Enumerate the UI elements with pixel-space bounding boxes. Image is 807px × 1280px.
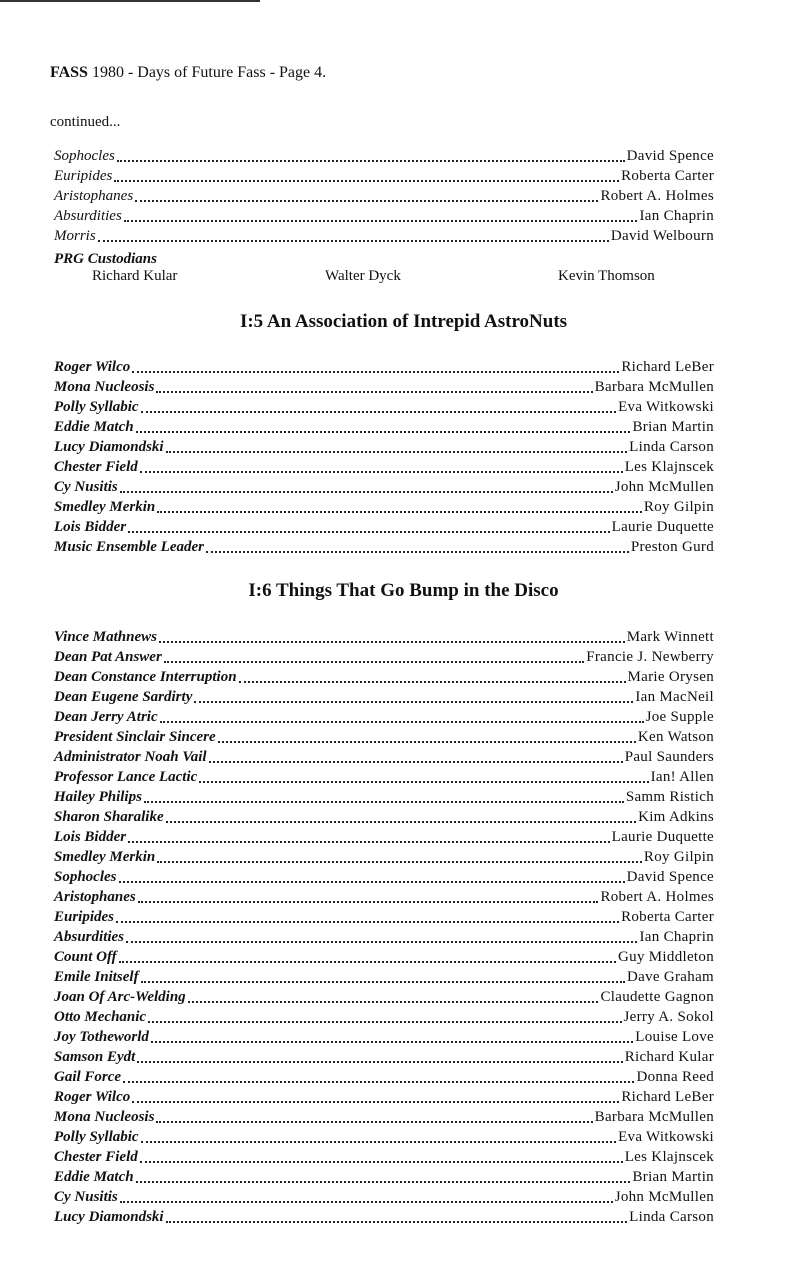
actor-name: Marie Orysen (627, 669, 714, 685)
actor-name: Kim Adkins (638, 809, 714, 825)
actor-name: Ian Chaprin (639, 208, 714, 224)
role-name: Dean Pat Answer (54, 649, 162, 665)
cast-row (54, 417, 714, 437)
dot-leader (151, 1027, 633, 1043)
actor-name: Ken Watson (637, 729, 714, 745)
cast-row (54, 727, 714, 747)
role-name: Morris (54, 228, 96, 244)
cast-row (54, 967, 714, 987)
continued-label: continued... (50, 114, 121, 130)
role-name: Aristophanes (54, 889, 136, 905)
actor-name: Dave Graham (626, 969, 714, 985)
actor-name: Claudette Gagnon (600, 989, 714, 1005)
actor-name: Roberta Carter (621, 909, 714, 925)
dot-leader (141, 397, 616, 413)
actor-name: Preston Gurd (630, 539, 714, 555)
section-title-i5: I:5 An Association of Intrepid AstroNuts (239, 311, 568, 332)
actor-name: Barbara McMullen (594, 379, 714, 395)
actor-name: Jerry A. Sokol (623, 1009, 714, 1025)
role-name: Polly Syllabic (54, 1129, 139, 1145)
dot-leader (116, 907, 619, 923)
cast-row (54, 166, 714, 186)
role-name: Joan Of Arc-Welding (54, 989, 186, 1005)
role-name: Eddie Match (54, 1169, 134, 1185)
cast-row (54, 1207, 714, 1227)
cast-row (54, 1187, 714, 1207)
cast-list-i5 (54, 357, 714, 557)
actor-name: Roy Gilpin (643, 499, 714, 515)
actor-name: Eva Witkowski (618, 1129, 714, 1145)
cast-row (54, 357, 714, 377)
actor-name: Barbara McMullen (594, 1109, 714, 1125)
dot-leader (136, 1167, 631, 1183)
header-brand: FASS (50, 64, 88, 81)
dot-leader (128, 827, 610, 843)
dot-leader (114, 166, 619, 182)
actor-name: Brian Martin (632, 419, 714, 435)
role-name: Otto Mechanic (54, 1009, 147, 1025)
dot-leader (209, 747, 623, 763)
dot-leader (138, 887, 599, 903)
role-name: Smedley Merkin (54, 499, 156, 515)
cast-row (54, 1107, 714, 1127)
role-name: Chester Field (54, 1149, 138, 1165)
cast-row (54, 807, 714, 827)
actor-name: David Welbourn (610, 228, 714, 244)
dot-leader (126, 927, 637, 943)
cast-row (54, 1027, 714, 1047)
actor-name: John McMullen (614, 479, 714, 495)
cast-row (54, 687, 714, 707)
custodians-heading: PRG Custodians (54, 251, 157, 267)
dot-leader (218, 727, 636, 743)
cast-row (54, 947, 714, 967)
role-name: Samson Eydt (54, 1049, 136, 1065)
role-name: Hailey Philips (54, 789, 142, 805)
dot-leader (132, 357, 619, 373)
role-name: Roger Wilco (54, 1089, 131, 1105)
actor-name: Eva Witkowski (618, 399, 714, 415)
role-name: Mona Nucleosis (54, 379, 155, 395)
cast-row (54, 226, 714, 246)
dot-leader (120, 477, 613, 493)
dot-leader (239, 667, 626, 683)
actor-name: Richard LeBer (621, 359, 714, 375)
section-title-i6: I:6 Things That Go Bump in the Disco (248, 580, 559, 601)
actor-name: Paul Saunders (624, 749, 714, 765)
dot-leader (166, 807, 636, 823)
role-name: Chester Field (54, 459, 138, 475)
dot-leader (136, 417, 631, 433)
role-name: Dean Jerry Atric (54, 709, 158, 725)
dot-leader (156, 377, 592, 393)
role-name: Sophocles (54, 148, 115, 164)
actor-name: Robert A. Holmes (600, 188, 714, 204)
dot-leader (98, 226, 609, 242)
role-name: Gail Force (54, 1069, 122, 1085)
cast-row (54, 707, 714, 727)
dot-leader (144, 787, 624, 803)
dot-leader (164, 647, 584, 663)
cast-row (54, 767, 714, 787)
dot-leader (141, 967, 625, 983)
cast-list-continued (54, 146, 714, 246)
role-name: Polly Syllabic (54, 399, 139, 415)
actor-name: Louise Love (635, 1029, 714, 1045)
dot-leader (140, 457, 623, 473)
cast-row (54, 206, 714, 226)
dot-leader (160, 707, 644, 723)
dot-leader (141, 1127, 616, 1143)
actor-name: Laurie Duquette (611, 829, 714, 845)
dot-leader (124, 206, 638, 222)
actor-name: Joe Supple (645, 709, 714, 725)
role-name: Roger Wilco (54, 359, 131, 375)
actor-name: Richard Kular (624, 1049, 714, 1065)
cast-row (54, 477, 714, 497)
actor-name: Robert A. Holmes (600, 889, 714, 905)
dot-leader (123, 1067, 634, 1083)
role-name: Music Ensemble Leader (54, 539, 204, 555)
header-text: 1980 - Days of Future Fass - Page 4. (87, 64, 327, 81)
cast-row (54, 627, 714, 647)
role-name: Count Off (54, 949, 117, 965)
role-name: Absurdities (54, 929, 125, 945)
custodians-names (0, 268, 807, 288)
role-name: Aristophanes (54, 188, 134, 204)
page-header (50, 64, 326, 82)
role-name: Lois Bidder (54, 519, 127, 535)
cast-row (54, 907, 714, 927)
role-name: Lois Bidder (54, 829, 127, 845)
role-name: Joy Totheworld (54, 1029, 149, 1045)
role-name: Cy Nusitis (54, 1189, 118, 1205)
actor-name: David Spence (626, 869, 714, 885)
dot-leader (199, 767, 648, 783)
cast-row (54, 537, 714, 557)
cast-row (54, 987, 714, 1007)
actor-name: Mark Winnett (626, 629, 714, 645)
role-name: President Sinclair Sincere (54, 729, 216, 745)
actor-name: Richard LeBer (621, 1089, 714, 1105)
role-name: Euripides (54, 909, 115, 925)
actor-name: Samm Ristich (625, 789, 714, 805)
role-name: Dean Constance Interruption (54, 669, 237, 685)
role-name: Dean Eugene Sardirty (54, 689, 193, 705)
cast-row (54, 186, 714, 206)
actor-name: David Spence (626, 148, 714, 164)
cast-row (54, 647, 714, 667)
role-name: Lucy Diamondski (54, 1209, 164, 1225)
actor-name: Donna Reed (636, 1069, 714, 1085)
role-name: Vince Mathnews (54, 629, 157, 645)
actor-name: Guy Middleton (618, 949, 714, 965)
cast-row (54, 377, 714, 397)
dot-leader (188, 987, 599, 1003)
actor-name: Brian Martin (632, 1169, 714, 1185)
dot-leader (159, 627, 625, 643)
actor-name: Les Klajnscek (624, 459, 714, 475)
dot-leader (140, 1147, 623, 1163)
custodian-name: Richard Kular (92, 268, 178, 284)
actor-name: Ian! Allen (650, 769, 714, 785)
dot-leader (119, 947, 616, 963)
dot-leader (166, 437, 628, 453)
custodian-name: Kevin Thomson (558, 268, 655, 284)
role-name: Sharon Sharalike (54, 809, 164, 825)
role-name: Smedley Merkin (54, 849, 156, 865)
cast-row (54, 827, 714, 847)
role-name: Lucy Diamondski (54, 439, 164, 455)
cast-row (54, 397, 714, 417)
cast-row (54, 787, 714, 807)
actor-name: Roberta Carter (621, 168, 714, 184)
dot-leader (117, 146, 625, 162)
cast-row (54, 1007, 714, 1027)
cast-row (54, 146, 714, 166)
dot-leader (120, 1187, 613, 1203)
actor-name: Laurie Duquette (611, 519, 714, 535)
role-name: Professor Lance Lactic (54, 769, 198, 785)
cast-row (54, 747, 714, 767)
dot-leader (148, 1007, 621, 1023)
dot-leader (157, 847, 642, 863)
cast-row (54, 1127, 714, 1147)
role-name: Absurdities (54, 208, 122, 224)
actor-name: Ian Chaprin (639, 929, 714, 945)
role-name: Administrator Noah Vail (54, 749, 207, 765)
cast-row (54, 1067, 714, 1087)
dot-leader (119, 867, 625, 883)
dot-leader (157, 497, 642, 513)
actor-name: Linda Carson (629, 439, 714, 455)
role-name: Sophocles (54, 869, 117, 885)
dot-leader (156, 1107, 592, 1123)
cast-row (54, 847, 714, 867)
cast-row (54, 1087, 714, 1107)
role-name: Euripides (54, 168, 113, 184)
cast-row (54, 517, 714, 537)
dot-leader (128, 517, 610, 533)
role-name: Mona Nucleosis (54, 1109, 155, 1125)
dot-leader (166, 1207, 628, 1223)
custodian-name: Walter Dyck (325, 268, 401, 284)
dot-leader (206, 537, 629, 553)
cast-row (54, 437, 714, 457)
actor-name: Roy Gilpin (643, 849, 714, 865)
cast-row (54, 1167, 714, 1187)
cast-row (54, 1047, 714, 1067)
actor-name: Linda Carson (629, 1209, 714, 1225)
dot-leader (137, 1047, 622, 1063)
cast-row (54, 867, 714, 887)
top-rule (0, 0, 260, 2)
cast-row (54, 667, 714, 687)
cast-list-i6 (54, 627, 714, 1227)
actor-name: Les Klajnscek (624, 1149, 714, 1165)
cast-row (54, 927, 714, 947)
cast-row (54, 1147, 714, 1167)
actor-name: Ian MacNeil (635, 689, 714, 705)
role-name: Cy Nusitis (54, 479, 118, 495)
role-name: Emile Initself (54, 969, 139, 985)
actor-name: Francie J. Newberry (586, 649, 714, 665)
dot-leader (135, 186, 598, 202)
dot-leader (132, 1087, 619, 1103)
cast-row (54, 497, 714, 517)
actor-name: John McMullen (614, 1189, 714, 1205)
role-name: Eddie Match (54, 419, 134, 435)
cast-row (54, 457, 714, 477)
dot-leader (194, 687, 633, 703)
cast-row (54, 887, 714, 907)
